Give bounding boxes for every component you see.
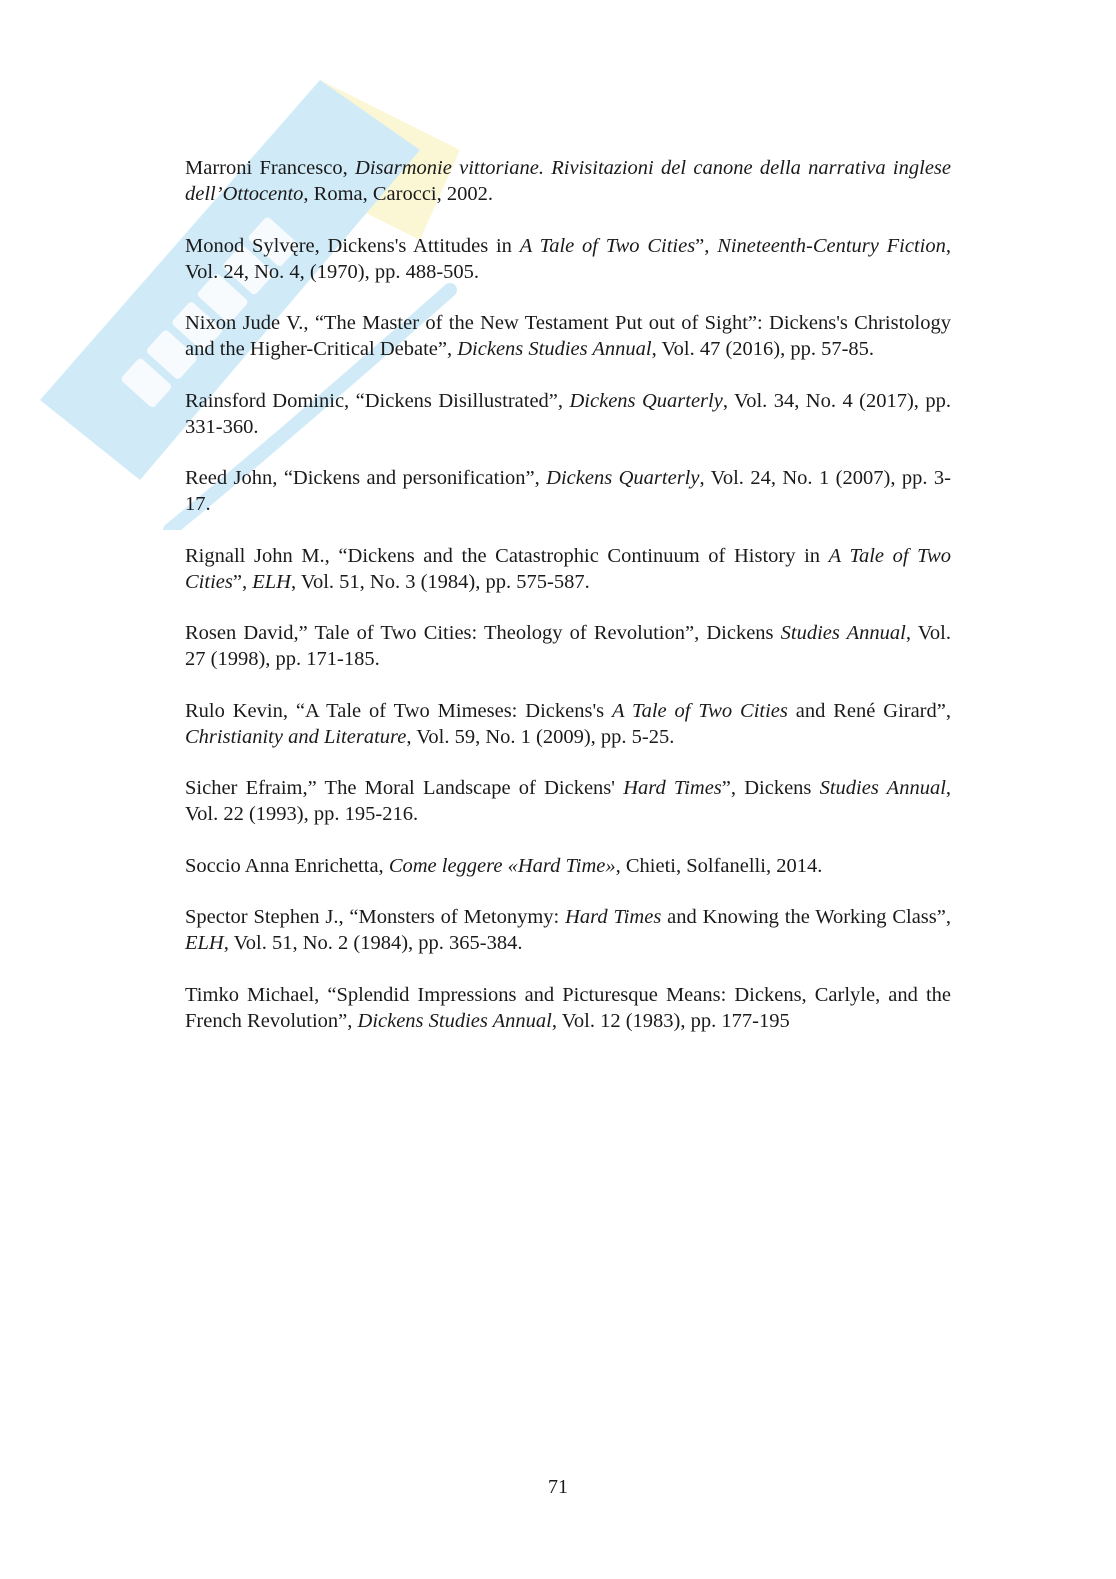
- entry-text: , Vol. 34, No. 4 (2017), pp. 331-360.: [185, 389, 952, 438]
- entry-text: , Vol. 27 (1998), pp. 171-185.: [185, 622, 951, 670]
- entry-title-italic: Studies Annual: [819, 777, 946, 799]
- entry-title-italic: Nineteenth-Century Fiction: [717, 234, 946, 257]
- entry-text: and Knowing the Working Class”,: [661, 906, 951, 928]
- entry-title-italic: A Tale of Two Cities: [519, 234, 696, 257]
- entry-title-italic: Christianity and Literature: [185, 725, 407, 748]
- entry-text: and René Girard”,: [787, 699, 951, 722]
- entry-title-italic: Dickens Quarterly: [569, 389, 723, 412]
- bibliography-list: [185, 155, 951, 1059]
- bibliography-entry: [185, 775, 951, 827]
- entry-title-italic: Hard Times: [565, 906, 662, 928]
- entry-text: Spector Stephen J., “Monsters of Metonymy:: [185, 906, 566, 928]
- entry-text: , Vol. 59, No. 1 (2009), pp. 5-25.: [406, 725, 675, 748]
- entry-text: Rainsford Dominic, “Dickens Disillustrated”,: [185, 389, 570, 412]
- entry-text: , Vol. 24, No. 1 (2007), pp. 3-17.: [185, 467, 952, 515]
- entry-text: , Vol. 47 (2016), pp. 57-85.: [651, 338, 875, 360]
- bibliography-entry: [185, 233, 951, 285]
- bibliography-entry: [185, 698, 951, 750]
- bibliography-entry: [185, 543, 951, 595]
- entry-title-italic: Come leggere «Hard Time»: [388, 854, 616, 877]
- page-number: 71: [548, 1476, 568, 1498]
- bibliography-entry: [185, 853, 951, 879]
- entry-text: Rignall John M., “Dickens and the Catastrophic Continuum of History in: [185, 544, 829, 567]
- entry-text: , Vol. 12 (1983), pp. 177-195: [551, 1009, 790, 1032]
- entry-text: ”, Dickens: [721, 777, 820, 799]
- bibliography-entry: [185, 620, 951, 672]
- entry-title-italic: A Tale of Two Cities: [185, 544, 951, 593]
- entry-text: Soccio Anna Enrichetta,: [185, 854, 389, 877]
- entry-text: Marroni Francesco,: [185, 157, 356, 179]
- entry-title-italic: Dickens Studies Annual: [457, 338, 652, 360]
- bibliography-entry: [185, 904, 951, 956]
- bibliography-entry: [185, 155, 951, 207]
- entry-text: , Vol. 24, No. 4, (1970), pp. 488-505.: [185, 234, 951, 283]
- entry-text: Timko Michael, “Splendid Impressions and Picturesque Means: Dickens, Carlyle, and the French Revolution”,: [185, 983, 951, 1032]
- entry-text: , Vol. 22 (1993), pp. 195-216.: [185, 777, 952, 825]
- bibliography-entry: [185, 388, 951, 440]
- entry-text: , Vol. 51, No. 2 (1984), pp. 365-384.: [223, 932, 523, 954]
- bibliography-entry: [185, 465, 951, 517]
- entry-text: Rulo Kevin, “A Tale of Two Mimeses: Dickens's: [185, 699, 613, 722]
- entry-title-italic: Dickens Studies Annual: [357, 1009, 552, 1032]
- entry-text: , Vol. 51, No. 3 (1984), pp. 575-587.: [290, 570, 590, 593]
- entry-text: , Roma, Carocci, 2002.: [303, 183, 493, 205]
- entry-text: Sicher Efraim,” The Moral Landscape of Dickens': [185, 777, 624, 799]
- bibliography-entry: [185, 310, 951, 362]
- entry-text: Reed John, “Dickens and personification”,: [185, 467, 547, 489]
- entry-title-italic: Disarmonie vittoriane. Rivisitazioni del canone della narrativa inglese dell’Ottocento: [185, 157, 951, 205]
- bibliography-entry: [185, 982, 951, 1034]
- entry-text: Monod Sylvęre, Dickens's Attitudes in: [185, 234, 520, 257]
- entry-title-italic: ELH: [252, 570, 291, 593]
- entry-title-italic: A Tale of Two Cities: [612, 699, 788, 722]
- entry-title-italic: ELH: [185, 932, 224, 954]
- entry-text: , Chieti, Solfanelli, 2014.: [615, 854, 823, 877]
- entry-text: ”,: [695, 234, 718, 257]
- entry-text: Rosen David,” Tale of Two Cities: Theology of Revolution”, Dickens: [185, 622, 781, 644]
- entry-title-italic: Studies Annual: [780, 622, 906, 644]
- entry-title-italic: Dickens Quarterly: [546, 467, 700, 489]
- entry-text: Nixon Jude V., “The Master of the New Testament Put out of Sight”: Dickens's Christology and the Higher-Critical Debate”,: [185, 312, 951, 360]
- entry-text: ”,: [232, 570, 253, 593]
- entry-title-italic: Hard Times: [623, 777, 722, 799]
